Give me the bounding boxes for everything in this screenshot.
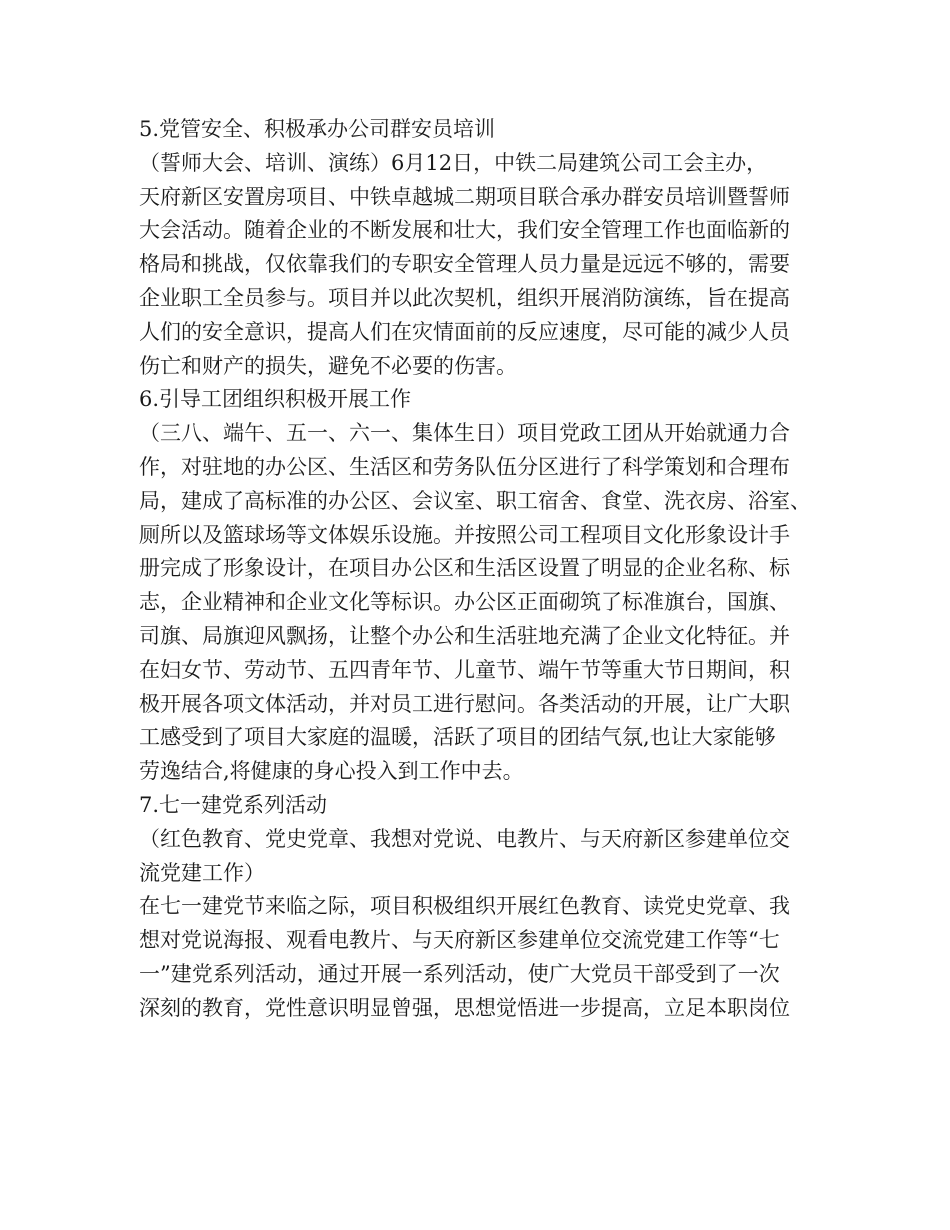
text-line: 想对党说海报、观看电教片、与天府新区参建单位交流党建工作等“七 [139, 928, 780, 953]
text-line: 厕所以及篮球场等文体娱乐设施。并按照公司工程项目文化形象设计手 [139, 522, 790, 547]
text-line: （红色教育、党史党章、我想对党说、电教片、与天府新区参建单位交 [139, 826, 790, 851]
text-line: 伤亡和财产的损失，避免不必要的伤害。 [139, 353, 517, 378]
text-line: （誓师大会、培训、演练）6月12日，中铁二局建筑公司工会主办， [139, 150, 768, 175]
text-line: 天府新区安置房项目、中铁卓越城二期项目联合承办群安员培训暨誓师 [139, 184, 790, 209]
text-line: 作，对驻地的办公区、生活区和劳务队伍分区进行了科学策划和合理布 [139, 454, 790, 479]
text-line: 6.引导工团组织积极开展工作 [139, 387, 412, 412]
text-line: 格局和挑战，仅依靠我们的专职安全管理人员力量是远远不够的，需要 [139, 252, 790, 277]
text-line: 深刻的教育，党性意识明显曾强，思想觉悟进一步提高，立足本职岗位 [139, 995, 790, 1020]
text-line: 局，建成了高标准的办公区、会议室、职工宿舍、食堂、洗衣房、浴室、 [139, 488, 811, 513]
text-line: 司旗、局旗迎风飘扬，让整个办公和生活驻地充满了企业文化特征。并 [139, 623, 790, 648]
text-line: 工感受到了项目大家庭的温暖，活跃了项目的团结气氛,也让大家能够 [139, 725, 776, 750]
text-line: 册完成了形象设计，在项目办公区和生活区设置了明显的企业名称、标 [139, 556, 790, 581]
text-line: （三八、端午、五一、六一、集体生日）项目党政工团从开始就通力合 [139, 421, 790, 446]
text-line: 劳逸结合,将健康的身心投入到工作中去。 [139, 759, 524, 784]
text-line: 人们的安全意识，提高人们在灾情面前的反应速度，尽可能的减少人员 [139, 319, 790, 344]
text-line: 5.党管安全、积极承办公司群安员培训 [139, 117, 496, 141]
text-line: 流党建工作） [139, 860, 265, 885]
text-line: 大会活动。随着企业的不断发展和壮大，我们安全管理工作也面临新的 [139, 218, 790, 243]
document-body [139, 113, 829, 1026]
text-line: 极开展各项文体活动，并对员工进行慰问。各类活动的开展，让广大职 [139, 691, 790, 716]
text-line: 企业职工全员参与。项目并以此次契机，组织开展消防演练，旨在提高 [139, 285, 790, 310]
text-line: 7.七一建党系列活动 [139, 792, 328, 817]
text-line: 一”建党系列活动，通过开展一系列活动，使广大党员干部受到了一次 [139, 961, 780, 986]
text-line: 志，企业精神和企业文化等标识。办公区正面砌筑了标准旗台，国旗、 [139, 590, 790, 615]
text-line: 在妇女节、劳动节、五四青年节、儿童节、端午节等重大节日期间，积 [139, 657, 790, 682]
text-line: 在七一建党节来临之际，项目积极组织开展红色教育、读党史党章、我 [139, 894, 790, 919]
